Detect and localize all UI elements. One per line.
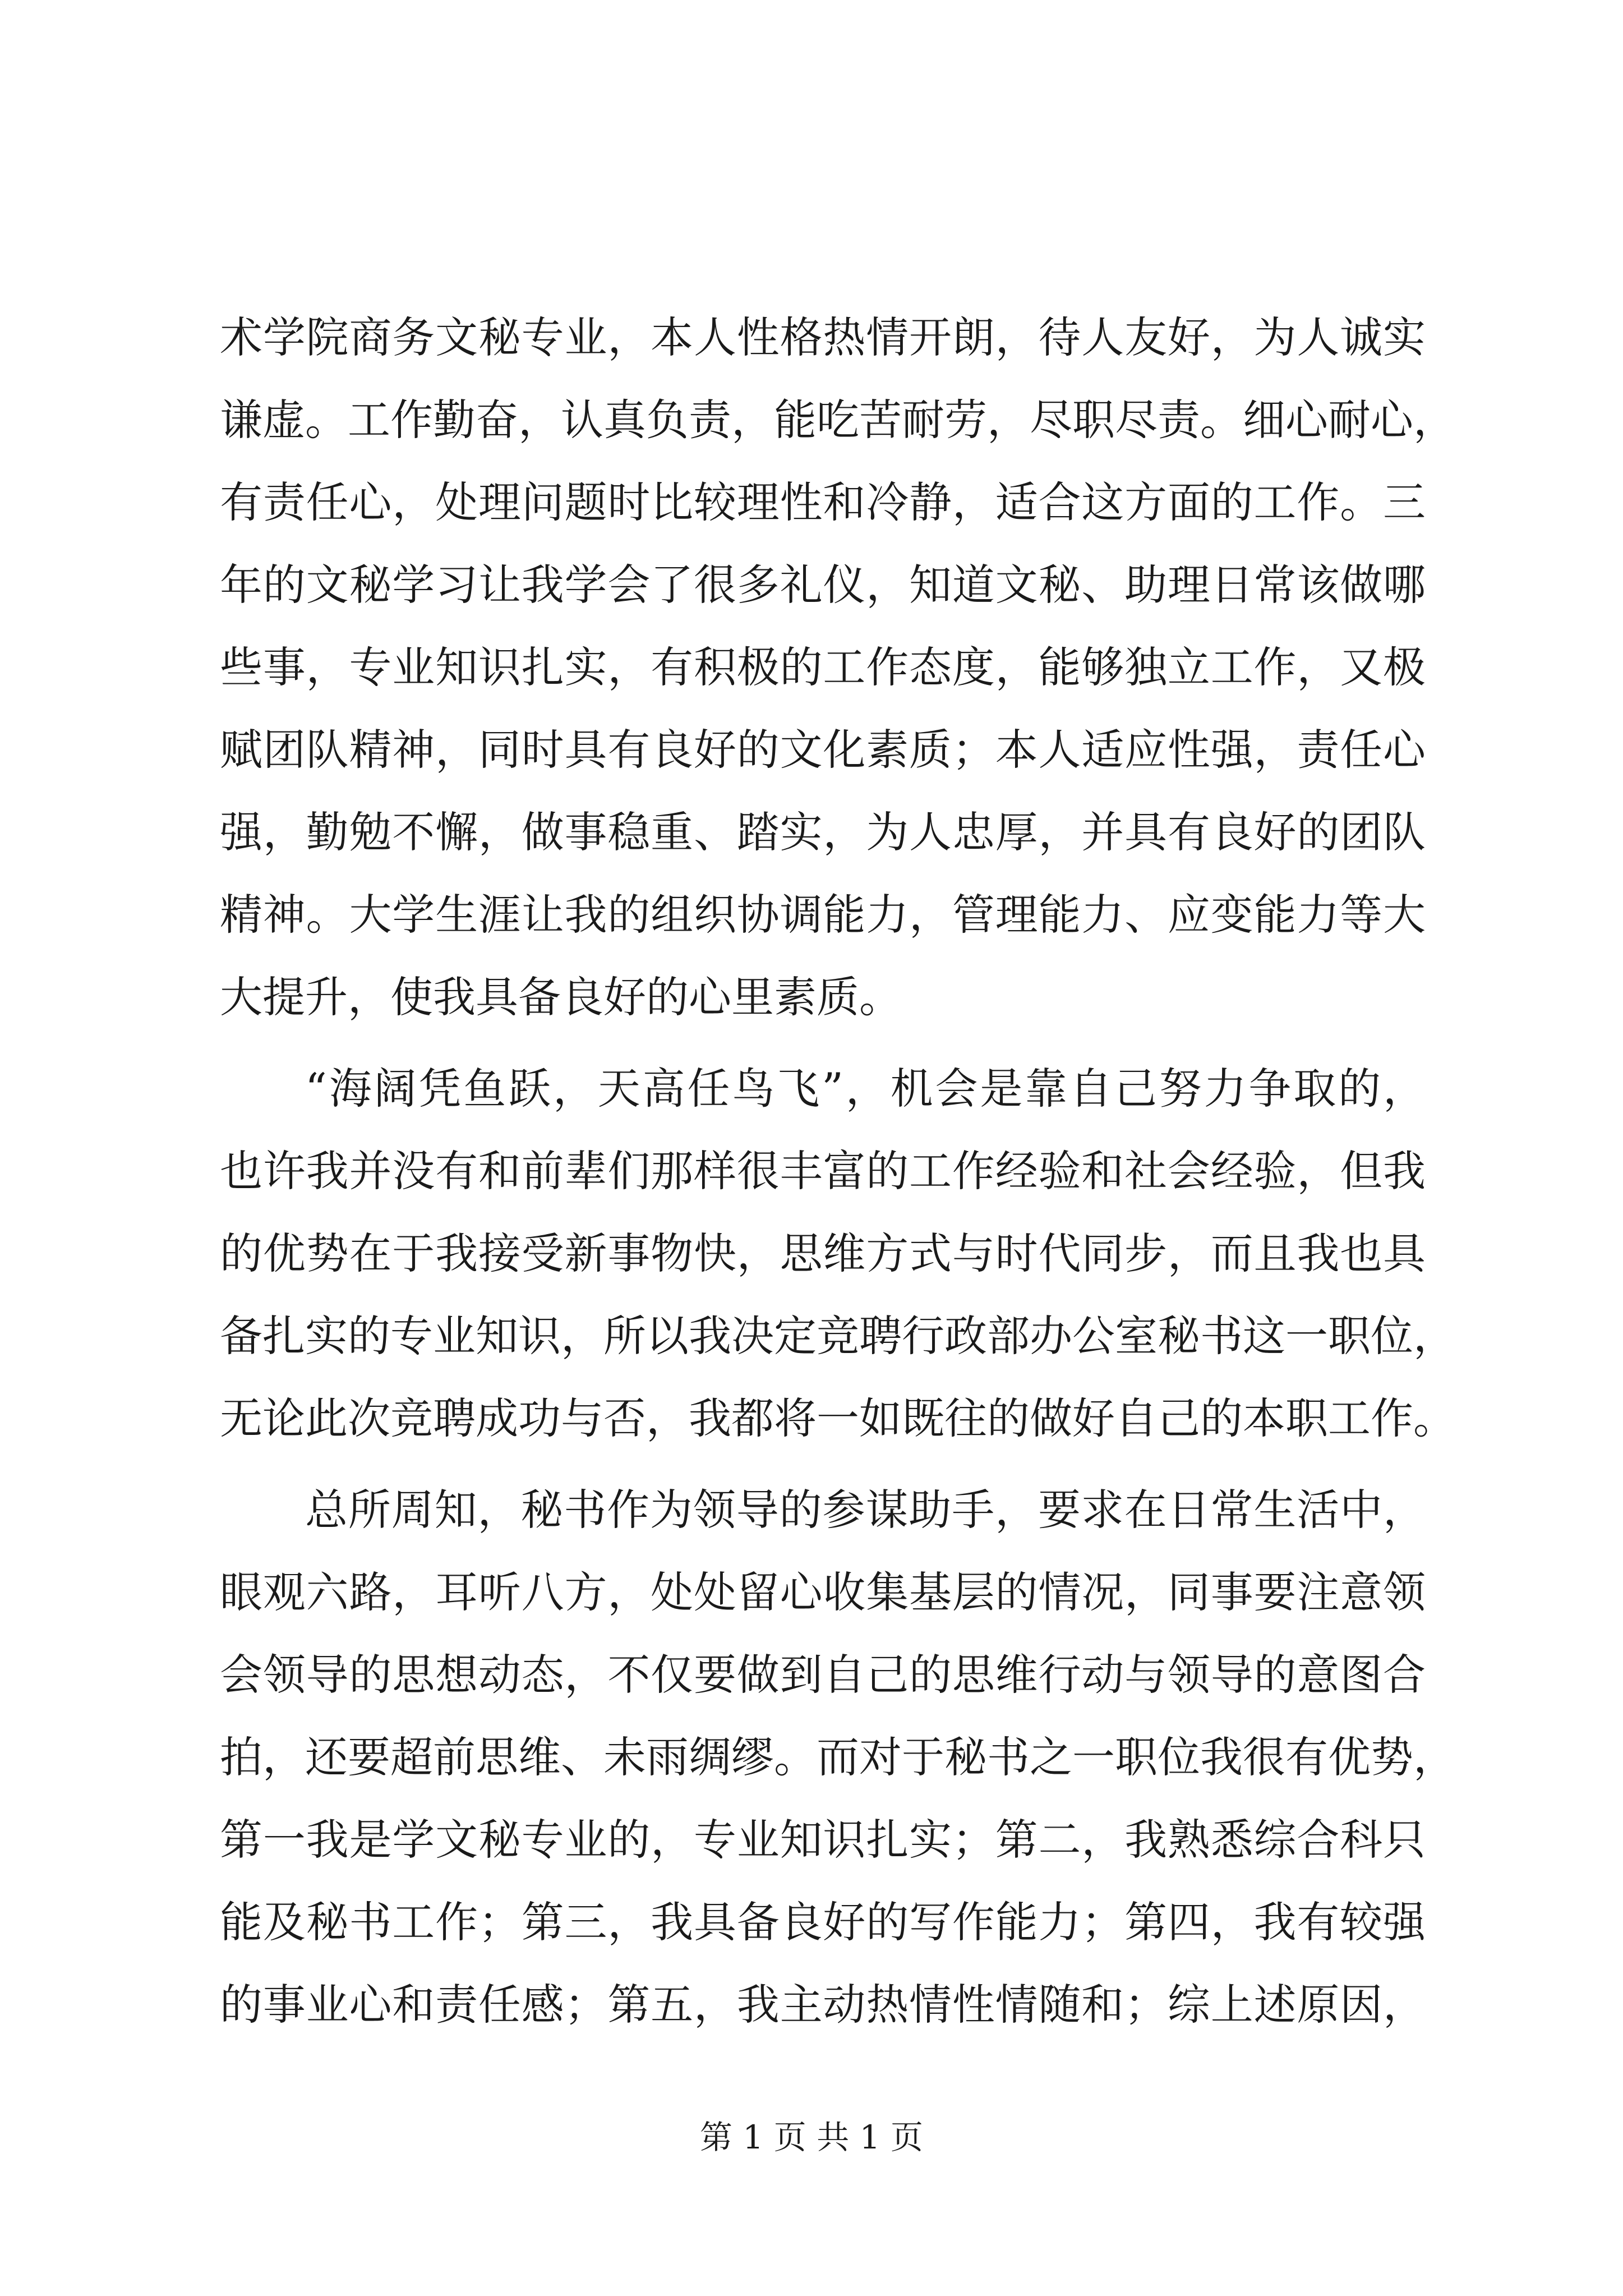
text-line: 眼观六路，耳听八方，处处留心收集基层的情况，同事要注意领 bbox=[220, 1567, 1426, 1617]
document-body bbox=[220, 296, 1456, 2046]
paragraph-spacer bbox=[220, 1038, 1426, 1047]
text-line: 些事，专业知识扎实，有积极的工作态度，能够独立工作，又极 bbox=[220, 642, 1426, 692]
paragraph-2 bbox=[220, 1047, 1456, 1460]
text-line: 会领导的思想动态，不仅要做到自己的思维行动与领导的意图合 bbox=[220, 1650, 1426, 1700]
text-line: 年的文秘学习让我学会了很多礼仪，知道文秘、助理日常该做哪 bbox=[220, 560, 1426, 610]
text-line: 强，勤勉不懈，做事稳重、踏实，为人忠厚，并具有良好的团队 bbox=[220, 807, 1426, 857]
text-line: 赋团队精神，同时具有良好的文化素质；本人适应性强，责任心 bbox=[220, 725, 1426, 775]
text-line: 的事业心和责任感；第五，我主动热情性情随和；综上述原因， bbox=[220, 1980, 1426, 2030]
paragraph-3 bbox=[220, 1469, 1456, 2046]
text-line: 谦虚。工作勤奋，认真负责，能吃苦耐劳，尽职尽责。细心耐心， bbox=[220, 395, 1456, 445]
text-line: 第一我是学文秘专业的，专业知识扎实；第二，我熟悉综合科只 bbox=[220, 1815, 1426, 1865]
text-line: 术学院商务文秘专业，本人性格热情开朗，待人友好，为人诚实 bbox=[220, 312, 1426, 362]
text-line: “海阔凭鱼跃，天高任鸟飞”，机会是靠自己努力争取的， bbox=[305, 1064, 1426, 1114]
paragraph-1 bbox=[220, 296, 1456, 1038]
text-line: 无论此次竞聘成功与否，我都将一如既往的做好自己的本职工作。 bbox=[220, 1393, 1456, 1443]
text-line: 总所周知，秘书作为领导的参谋助手，要求在日常生活中， bbox=[305, 1485, 1426, 1535]
page-footer: 第 1 页 共 1 页 bbox=[700, 2118, 923, 2156]
text-line: 有责任心，处理问题时比较理性和冷静，适合这方面的工作。三 bbox=[220, 477, 1426, 527]
paragraph-spacer bbox=[220, 1460, 1426, 1469]
text-line: 精神。大学生涯让我的组织协调能力，管理能力、应变能力等大 bbox=[220, 890, 1426, 940]
text-line: 大提升，使我具备良好的心里素质。 bbox=[220, 972, 902, 1022]
text-line: 备扎实的专业知识，所以我决定竞聘行政部办公室秘书这一职位， bbox=[220, 1311, 1456, 1361]
text-line: 的优势在于我接受新事物快，思维方式与时代同步，而且我也具 bbox=[220, 1228, 1426, 1278]
text-line: 能及秘书工作；第三，我具备良好的写作能力；第四，我有较强 bbox=[220, 1897, 1426, 1947]
text-line: 拍，还要超前思维、未雨绸缪。而对于秘书之一职位我很有优势， bbox=[220, 1732, 1456, 1782]
text-line: 也许我并没有和前辈们那样很丰富的工作经验和社会经验，但我 bbox=[220, 1146, 1426, 1196]
